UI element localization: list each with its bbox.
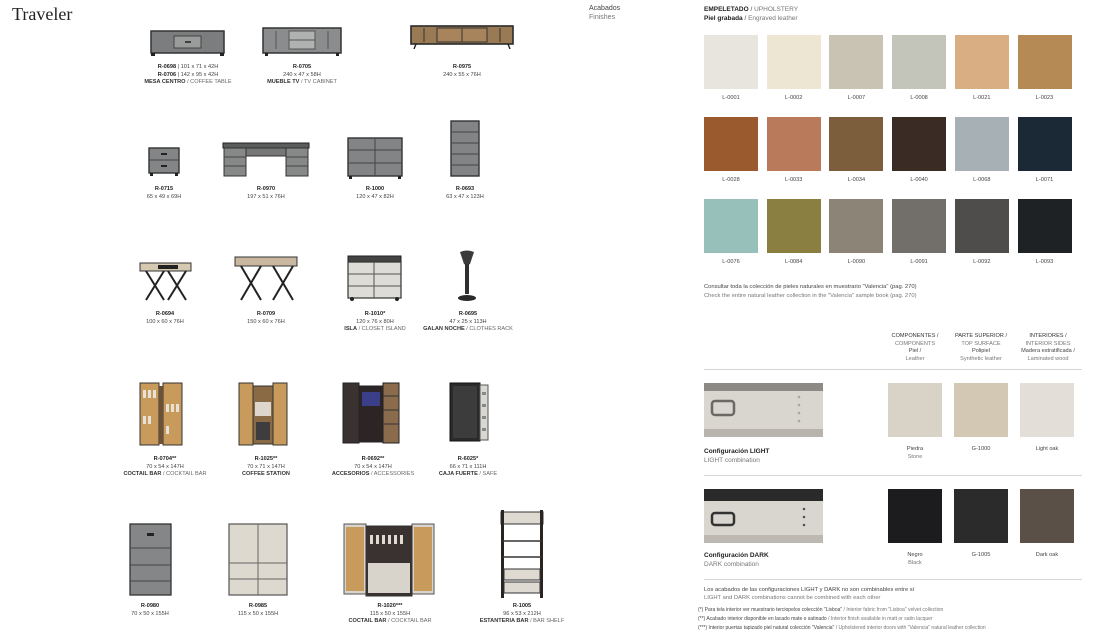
swatch-code: L-0071 <box>1035 177 1054 183</box>
swatch-label-line: Piedra <box>906 446 924 452</box>
swatch <box>892 35 946 89</box>
label-r0985: R-0985 115 x 50 x 155H <box>237 603 279 617</box>
divider-top <box>704 369 1082 370</box>
swatch-code: L-0034 <box>847 177 866 183</box>
swatch-label-line: G-1000 <box>971 446 991 452</box>
column-interior-sides: INTERIORES / INTERIOR SIDES Madera estratificada / Laminated wood <box>1021 333 1075 362</box>
swatch-code: L-0084 <box>784 259 803 265</box>
nightstand-image <box>148 147 180 176</box>
light-config-title: Configuración LIGHT LIGHT combination <box>704 448 770 464</box>
config-light-swatch <box>954 383 1008 437</box>
swatch-code: L-0040 <box>910 177 928 183</box>
label-r0970: R-0970 197 x 51 x 76H <box>247 186 285 200</box>
label-r1025: R-1025** 70 x 71 x 147H COFFEE STATION <box>242 456 290 477</box>
swatch-code: L-0008 <box>910 95 928 101</box>
valencia-note: Consultar toda la colección de pieles naturales en muestrario "Valencia" (pag. 270) Check the entire natural leather collection in the "Valencia" sample book (pag. 270) <box>704 284 917 299</box>
swatch <box>1018 117 1072 171</box>
label-r0980: R-0980 70 x 50 x 155H <box>131 603 169 617</box>
label-r0704: R-0704** 70 x 54 x 147H COCTAIL BAR / COCKTAIL BAR <box>123 456 207 477</box>
cocktail-bar-cabinet-image <box>343 523 435 598</box>
swatch <box>829 117 883 171</box>
desk-x-legs-image <box>233 256 299 302</box>
bar-shelf-image <box>500 509 544 599</box>
config-dark-swatch-label <box>954 551 1008 559</box>
swatch-code: L-0092 <box>973 259 991 265</box>
closet-island-image <box>347 255 402 301</box>
swatch <box>1018 35 1072 89</box>
swatch-label-line: G-1005 <box>971 552 991 558</box>
swatch <box>767 199 821 253</box>
swatch <box>1018 199 1072 253</box>
column-components: COMPONENTES / COMPONENTS Piel / Leather <box>891 333 939 362</box>
wardrobe-image <box>228 523 288 598</box>
swatch-code: L-0023 <box>1035 95 1054 101</box>
config-dark-swatch <box>954 489 1008 543</box>
cocktail-bar-trunk-image <box>139 382 183 448</box>
label-r1000: R-1000 120 x 47 x 82H <box>356 186 394 200</box>
config-dark-swatch <box>888 489 942 543</box>
dark-config-photo <box>704 489 823 543</box>
label-r6025: R-6025* 66 x 71 x 111H CAJA FUERTE / SAFE <box>438 456 498 477</box>
swatch-code: L-0021 <box>973 95 991 101</box>
finishes-heading: Acabados Finishes <box>589 5 621 21</box>
light-config-photo <box>704 383 823 437</box>
swatch-label-line: Dark oak <box>1035 552 1059 558</box>
column-top-surface: PARTE SUPERIOR / TOP SURFACE Polipiel Synthetic leather <box>954 333 1007 362</box>
swatch <box>704 35 758 89</box>
label-r0698-r0706: R-0698 | 101 x 71 x 42H R-0706 | 142 x 95 x 42H MESA CENTRO / COFFEE TABLE <box>144 64 232 85</box>
footnote-1: (*) Para tela interior ver muestrario terciopelos colección "Lisboa" / Interior fabric from "Lisboa" velvet collection <box>698 607 944 613</box>
clothes-rack-image <box>456 250 478 302</box>
label-r0705: R-0705 240 x 47 x 58H MUEBLE TV / TV CABINET <box>267 64 337 85</box>
swatch-code: L-0002 <box>784 95 803 101</box>
config-dark-swatch-label <box>1020 551 1074 559</box>
sideboard-image <box>410 25 514 49</box>
coffee-station-image <box>238 382 288 448</box>
swatch <box>955 35 1009 89</box>
swatch-code: L-0033 <box>784 177 803 183</box>
config-light-swatch <box>1020 383 1074 437</box>
footnote-2: (**) Acabado interior disponible en lacado mate o satinado / Interior finish available in matt or satin lacquer <box>698 616 933 622</box>
swatch <box>955 117 1009 171</box>
dark-config-title: Configuración DARK DARK combination <box>704 552 769 568</box>
swatch <box>829 199 883 253</box>
footnote-3: (***) Interior puertas tapizado piel natural colección "Valencia" / Upholstered interior doors with "Valencia" natural leather collection <box>698 625 986 631</box>
config-dark-swatch <box>1020 489 1074 543</box>
swatch-code: L-0028 <box>722 177 740 183</box>
tall-cabinet-image <box>129 523 172 598</box>
divider-bottom <box>704 579 1082 580</box>
config-light-swatch-label <box>1020 445 1074 453</box>
safe-image <box>449 382 489 444</box>
swatch <box>704 199 758 253</box>
swatch <box>829 35 883 89</box>
swatch-code: L-0001 <box>722 95 740 101</box>
desk-image <box>222 142 310 178</box>
config-light-swatch-label <box>888 445 942 461</box>
swatch-code: L-0091 <box>910 259 928 265</box>
swatch-code: L-0076 <box>722 259 740 265</box>
divider-middle <box>704 475 1082 476</box>
page-title: Traveler <box>12 4 73 24</box>
swatch-label-sub: Black <box>908 560 922 566</box>
swatch-code: L-0093 <box>1035 259 1054 265</box>
swatch-code: L-0007 <box>847 95 866 101</box>
swatch <box>892 117 946 171</box>
label-r1020: R-1020*** 115 x 50 x 155H COCTAIL BAR / COCKTAIL BAR <box>348 603 432 624</box>
tall-chest-image <box>450 120 480 178</box>
swatch-label-line: Light oak <box>1035 446 1059 452</box>
swatch <box>955 199 1009 253</box>
config-dark-swatch-label <box>888 551 942 567</box>
swatch-label-sub: Stone <box>907 454 923 460</box>
tv-cabinet-image <box>262 27 342 56</box>
dresser-image <box>347 137 403 179</box>
label-r1005: R-1005 96 x 53 x 212H ESTANTERIA BAR / BAR SHELF <box>479 603 565 624</box>
writing-desk-image <box>138 262 193 302</box>
config-light-swatch-label <box>954 445 1008 453</box>
swatch <box>892 199 946 253</box>
accessories-trunk-image <box>342 382 400 446</box>
config-light-swatch <box>888 383 942 437</box>
swatch <box>767 35 821 89</box>
label-r0694: R-0694 100 x 60 x 76H <box>146 311 184 325</box>
combination-note: Los acabados de las configuraciones LIGHT y DARK no son combinables entre sí LIGHT and DARK combinations cannot be combined with each other <box>704 587 915 601</box>
footnotes <box>698 606 1093 633</box>
swatch <box>704 117 758 171</box>
swatch-code: L-0090 <box>847 259 866 265</box>
label-r0975: R-0975 240 x 55 x 76H <box>443 64 481 78</box>
upholstery-heading: EMPELETADO / UPHOLSTERY Piel grabada / Engraved leather <box>704 6 799 22</box>
label-r0693: R-0693 63 x 47 x 123H <box>446 186 484 200</box>
label-r0709: R-0709 150 x 60 x 76H <box>247 311 285 325</box>
swatch-label-line: Negro <box>907 552 923 558</box>
swatch <box>767 117 821 171</box>
label-r1010: R-1010* 120 x 76 x 80H ISLA / CLOSET ISLAND <box>344 311 406 332</box>
coffee-table-image <box>150 28 225 56</box>
label-r0715: R-0715 65 x 49 x 69H <box>146 186 182 200</box>
label-r0692: R-0692** 70 x 54 x 147H ACCESORIOS / ACCESSORIES <box>331 456 415 477</box>
label-r0695: R-0695 47 x 25 x 113H GALAN NOCHE / CLOTHES RACK <box>423 311 513 332</box>
swatch-code: L-0068 <box>973 177 991 183</box>
